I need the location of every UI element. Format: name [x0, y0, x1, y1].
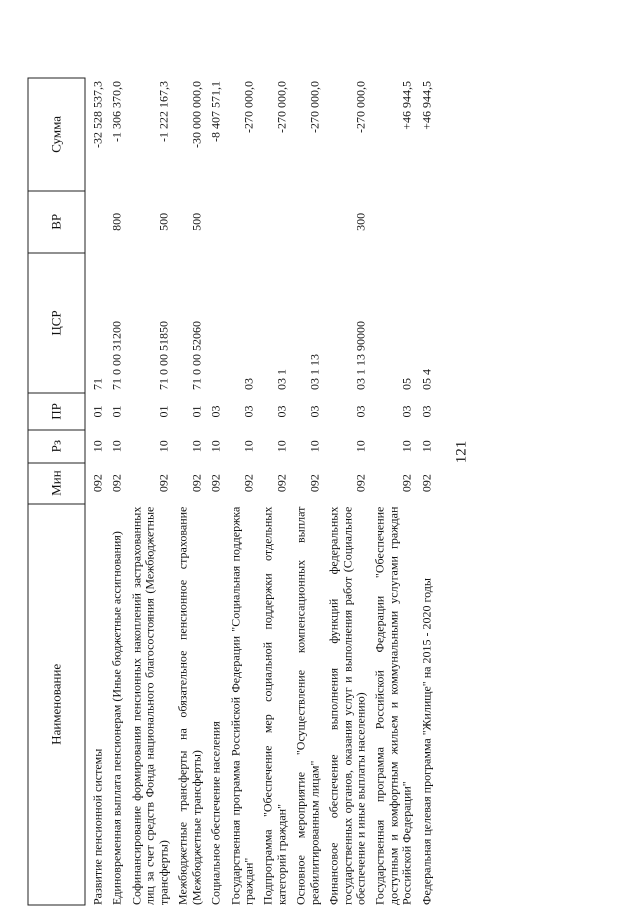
cell-csr: 71: [90, 378, 105, 391]
cell-rz: 10: [241, 440, 256, 453]
cell-min: 092: [208, 474, 223, 493]
budget-table: [28, 78, 434, 906]
cell-rz: 10: [274, 440, 289, 453]
cell-sum: -270 000,0: [307, 81, 322, 133]
table-row: [204, 78, 223, 905]
cell-name: Межбюджетные трансферты на обязательное пенсионное страхование (Межбюджетные трансферты): [175, 506, 204, 905]
table-body: [85, 78, 434, 905]
cell-sum: -270 000,0: [274, 81, 289, 133]
cell-min: 092: [90, 474, 105, 493]
cell-min: 092: [109, 474, 124, 493]
cell-name: Основное мероприятие "Осуществление компенсационных выплат реабилитированным лицам": [293, 506, 322, 905]
table-header-row: [28, 78, 85, 905]
cell-csr: 05: [399, 378, 414, 391]
cell-vr: 800: [109, 212, 124, 231]
cell-pr: 03: [307, 405, 322, 418]
cell-name: Единовременная выплата пенсионерам (Иные бюджетные ассигнования): [109, 531, 124, 905]
cell-pr: 03: [241, 405, 256, 418]
cell-rz: 10: [109, 440, 124, 453]
cell-sum: +46 944,5: [419, 81, 434, 130]
cell-name: Подпрограмма "Обеспечение мер социальной поддержки отдельных категорий граждан": [260, 506, 289, 905]
cell-vr: [204, 191, 223, 253]
table-row: [289, 78, 322, 905]
cell-pr: 03: [399, 405, 414, 418]
cell-vr: 500: [156, 212, 171, 231]
cell-vr: 500: [189, 212, 204, 231]
cell-sum: -1 306 370,0: [109, 81, 124, 142]
cell-rz: 10: [353, 440, 368, 453]
cell-vr: [223, 191, 256, 253]
cell-min: 092: [353, 474, 368, 493]
header-rz: Рз: [28, 430, 85, 463]
page-number-text: 121: [453, 440, 470, 464]
cell-pr: 01: [189, 405, 204, 418]
cell-pr: 03: [353, 405, 368, 418]
cell-vr: [368, 191, 414, 253]
cell-vr: [256, 191, 289, 253]
cell-name: Государственная программа Российской Федерации "Обеспечение доступным и комфортным жильем и коммунальными услугами граждан Российской Федерации": [372, 506, 414, 905]
header-sum: Сумма: [28, 78, 85, 191]
cell-vr: [85, 191, 105, 253]
cell-csr: 03 1: [274, 369, 289, 391]
cell-csr: 71 0 00 51850: [156, 321, 171, 391]
cell-pr: 03: [419, 405, 434, 418]
cell-csr: 03: [241, 378, 256, 391]
cell-rz: 10: [307, 440, 322, 453]
cell-sum: -30 000 000,0: [189, 81, 204, 148]
table-row: [322, 78, 368, 905]
cell-pr: 01: [90, 405, 105, 418]
cell-sum: +46 944,5: [399, 81, 414, 130]
cell-vr: [414, 191, 433, 253]
cell-pr: 03: [208, 405, 223, 418]
cell-csr: 05 4: [419, 369, 434, 391]
cell-sum: -270 000,0: [353, 81, 368, 133]
cell-name: Государственная программа Российской Федерации "Социальная поддержка граждан": [228, 506, 256, 905]
cell-min: 092: [419, 474, 434, 493]
header-csr: ЦСР: [28, 253, 85, 393]
rotated-page: [0, 1, 640, 906]
cell-min: 092: [241, 474, 256, 493]
cell-rz: 10: [90, 440, 105, 453]
cell-pr: 01: [109, 405, 124, 418]
cell-min: 092: [307, 474, 322, 493]
header-min: Мин: [28, 463, 85, 504]
cell-rz: 10: [399, 440, 414, 453]
header-pr: ПР: [28, 393, 85, 430]
cell-csr: 71 0 00 52060: [189, 321, 204, 391]
cell-rz: 10: [156, 440, 171, 453]
cell-name: Федеральная целевая программа "Жилище" на 2015 - 2020 годы: [419, 578, 434, 905]
cell-sum: -32 528 537,3: [90, 81, 105, 148]
table-row: [124, 78, 170, 905]
table-row: [414, 78, 433, 905]
cell-pr: 01: [156, 405, 171, 418]
cell-min: 092: [189, 474, 204, 493]
cell-sum: -270 000,0: [241, 81, 256, 133]
cell-sum: -8 407 571,1: [208, 81, 223, 142]
cell-csr: 03 1 13 90000: [353, 321, 368, 391]
table-row: [105, 78, 124, 905]
cell-csr: [204, 253, 223, 393]
table-row: [368, 78, 414, 905]
cell-min: 092: [156, 474, 171, 493]
cell-pr: 03: [274, 405, 289, 418]
cell-rz: 10: [208, 440, 223, 453]
cell-min: 092: [274, 474, 289, 493]
cell-name: Софинансирование формирования пенсионных накоплений застрахованных лиц за счет средств Фонда национального благосостояния (Межбюджетные трансферты): [129, 506, 171, 905]
cell-name: Социальное обеспечение населения: [208, 721, 223, 905]
header-vr: ВР: [28, 191, 85, 253]
table-row: [256, 78, 289, 905]
cell-rz: 10: [189, 440, 204, 453]
cell-name: Финансовое обеспечение выполнения функций федеральных государственных органов, оказания услуг и выполнения работ (Социальное обеспечение и иные выплаты населению): [326, 506, 368, 905]
cell-sum: -1 222 167,3: [156, 81, 171, 142]
table-row: [223, 78, 256, 905]
cell-vr: [289, 191, 322, 253]
cell-name: Развитие пенсионной системы: [90, 748, 105, 905]
cell-csr: 03 1 13: [307, 354, 322, 391]
cell-csr: 71 0 00 31200: [109, 321, 124, 391]
table-row: [85, 78, 105, 905]
cell-rz: 10: [419, 440, 434, 453]
cell-vr: 300: [353, 212, 368, 231]
cell-min: 092: [399, 474, 414, 493]
header-name: Наименование: [28, 504, 85, 905]
table-row: [171, 78, 204, 905]
